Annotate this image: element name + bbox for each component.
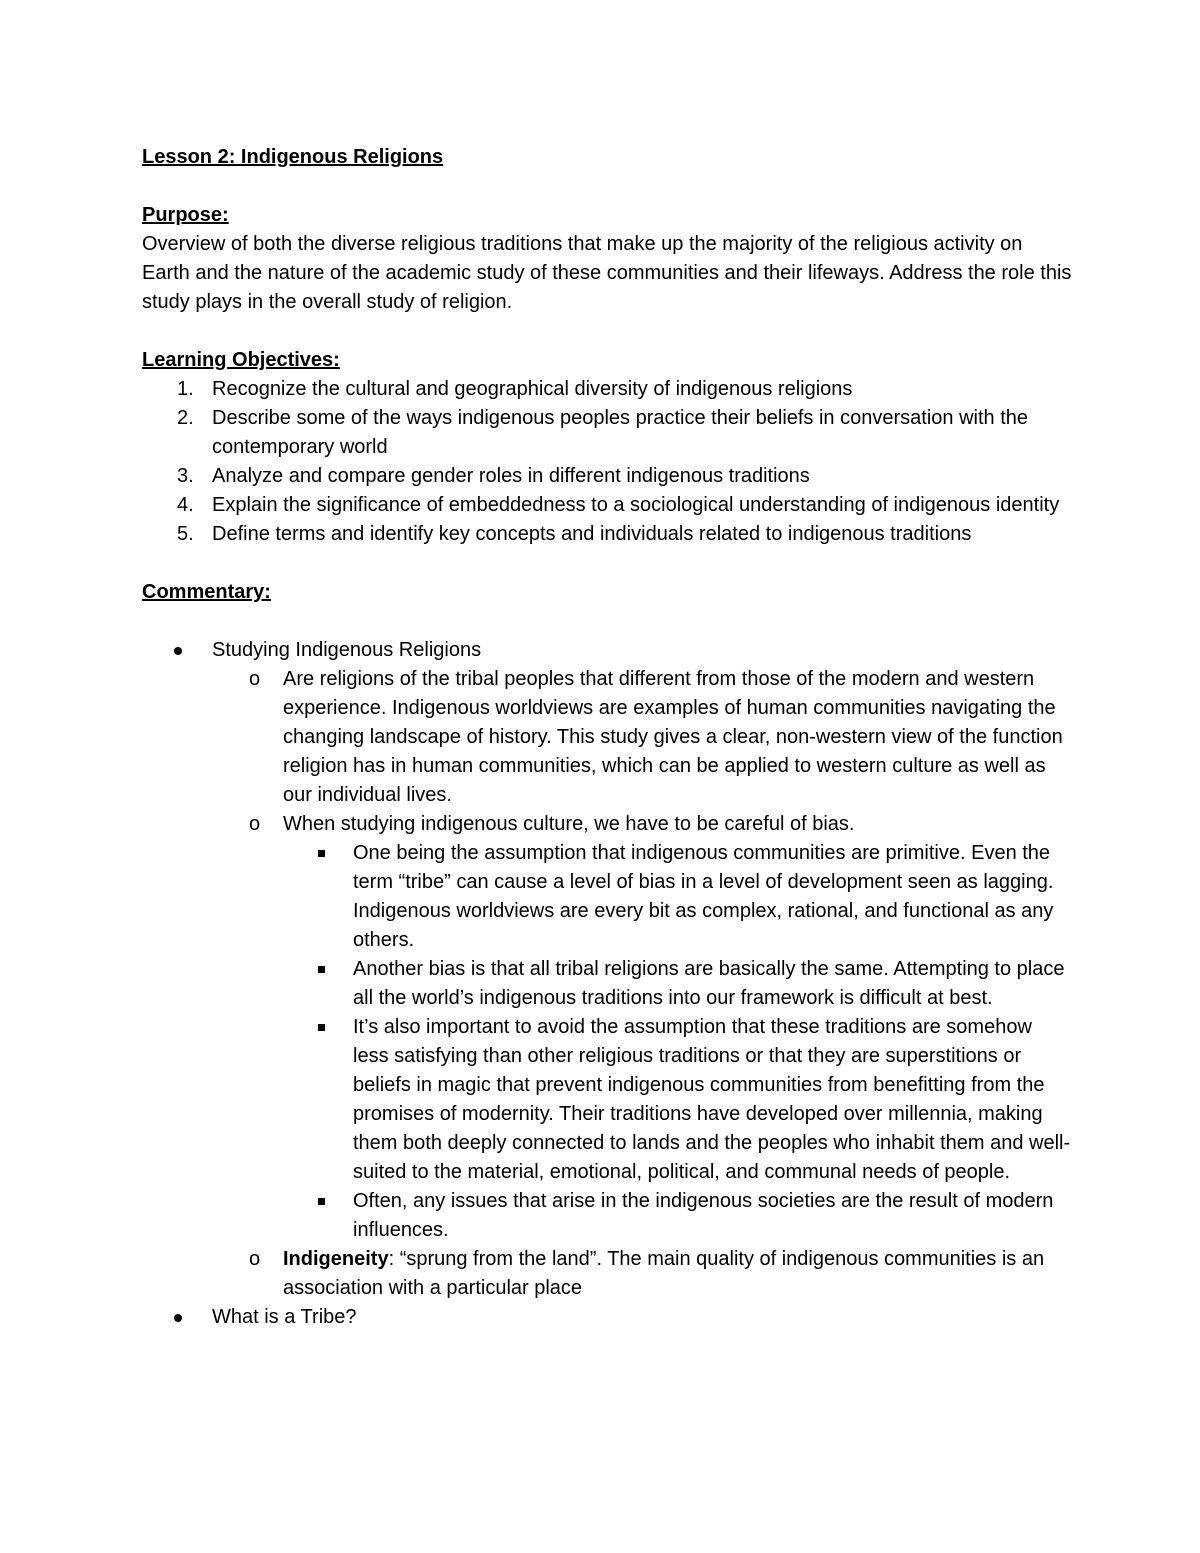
objective-text: Recognize the cultural and geographical diversity of indigenous religions: [212, 378, 853, 400]
bullet-square-icon: [318, 1024, 325, 1031]
bias-item: [283, 839, 1072, 955]
objectives-heading: Learning Objectives:: [142, 349, 340, 371]
sublist: [212, 665, 1072, 1303]
objective-item: [142, 462, 1072, 491]
objective-item: [142, 404, 1072, 462]
bullet-square-icon: [318, 850, 325, 857]
bias-list: [283, 839, 1072, 1245]
sublist-item: [212, 810, 1072, 1245]
bias-item: [283, 1013, 1072, 1187]
list-item: [142, 636, 1072, 1303]
commentary-heading: Commentary:: [142, 581, 271, 603]
sublist-item: [212, 665, 1072, 810]
objective-number: 4.: [177, 494, 194, 516]
bias-item: [283, 1187, 1072, 1245]
bullet-square-icon: [318, 1198, 325, 1205]
objective-text: Define terms and identify key concepts and individuals related to indigenous traditions: [212, 523, 972, 545]
spacer: [142, 607, 1072, 636]
bias-item: [283, 955, 1072, 1013]
objective-item: [142, 375, 1072, 404]
bullet-circle-icon: o: [249, 813, 261, 835]
term-indigeneity: Indigeneity: [283, 1248, 389, 1270]
purpose-heading: Purpose:: [142, 204, 229, 226]
spacer: [142, 549, 1072, 578]
list-item-text: What is a Tribe?: [212, 1306, 357, 1328]
sublist-item-text: : “sprung from the land”. The main quality of indigenous communities is an association with a particular place: [283, 1248, 1045, 1299]
sublist-item: [212, 1245, 1072, 1303]
bullet-disc-icon: [174, 1314, 182, 1322]
spacer: [142, 317, 1072, 346]
bullet-square-icon: [318, 966, 325, 973]
document-content: [142, 143, 1072, 1332]
bias-item-text: One being the assumption that indigenous communities are primitive. Even the term “tribe” can cause a level of bias in a level of development seen as lagging. Indigenous worldviews are every bit as complex, rational, and functional as any others.: [353, 842, 1054, 951]
purpose-text: Overview of both the diverse religious traditions that make up the majority of the religious activity on Earth and the nature of the academic study of these communities and their lifeways. Address the role this study plays in the overall study of religion.: [142, 233, 1072, 313]
bullet-circle-icon: o: [249, 668, 261, 690]
objective-text: Explain the significance of embeddedness to a sociological understanding of indigenous identity: [212, 494, 1060, 516]
objective-text: Analyze and compare gender roles in different indigenous traditions: [212, 465, 810, 487]
bullet-disc-icon: [174, 647, 182, 655]
list-item-text: Studying Indigenous Religions: [212, 639, 482, 661]
objective-number: 2.: [177, 407, 194, 429]
objective-number: 1.: [177, 378, 194, 400]
objective-item: [142, 520, 1072, 549]
spacer: [142, 172, 1072, 201]
objective-number: 5.: [177, 523, 194, 545]
page-title: Lesson 2: Indigenous Religions: [142, 146, 444, 168]
bias-item-text: It’s also important to avoid the assumption that these traditions are somehow less satisfying than other religious traditions or that they are superstitions or beliefs in magic that prevent indigenous communities from benefitting from the promises of modernity. Their traditions have developed over millennia, making them both deeply connected to lands and the peoples who inhabit them and well-suited to the material, emotional, political, and communal needs of people.: [353, 1016, 1071, 1183]
bullet-circle-icon: o: [249, 1248, 261, 1270]
sublist-item-text: When studying indigenous culture, we have to be careful of bias.: [283, 813, 855, 835]
bias-item-text: Often, any issues that arise in the indigenous societies are the result of modern influences.: [353, 1190, 1054, 1241]
objectives-list: [142, 375, 1072, 549]
bias-item-text: Another bias is that all tribal religions are basically the same. Attempting to place all the world’s indigenous traditions into our framework is difficult at best.: [353, 958, 1065, 1009]
commentary-list: [142, 636, 1072, 1332]
sublist-item-text: Are religions of the tribal peoples that different from those of the modern and western experience. Indigenous worldviews are examples of human communities navigating the changing landscape of history. This study gives a clear, non-western view of the function religion has in human communities, which can be applied to western culture as well as our individual lives.: [283, 668, 1063, 806]
objective-item: [142, 491, 1072, 520]
objective-text: Describe some of the ways indigenous peoples practice their beliefs in conversation with the contemporary world: [212, 407, 1028, 458]
objective-number: 3.: [177, 465, 194, 487]
list-item: [142, 1303, 1072, 1332]
